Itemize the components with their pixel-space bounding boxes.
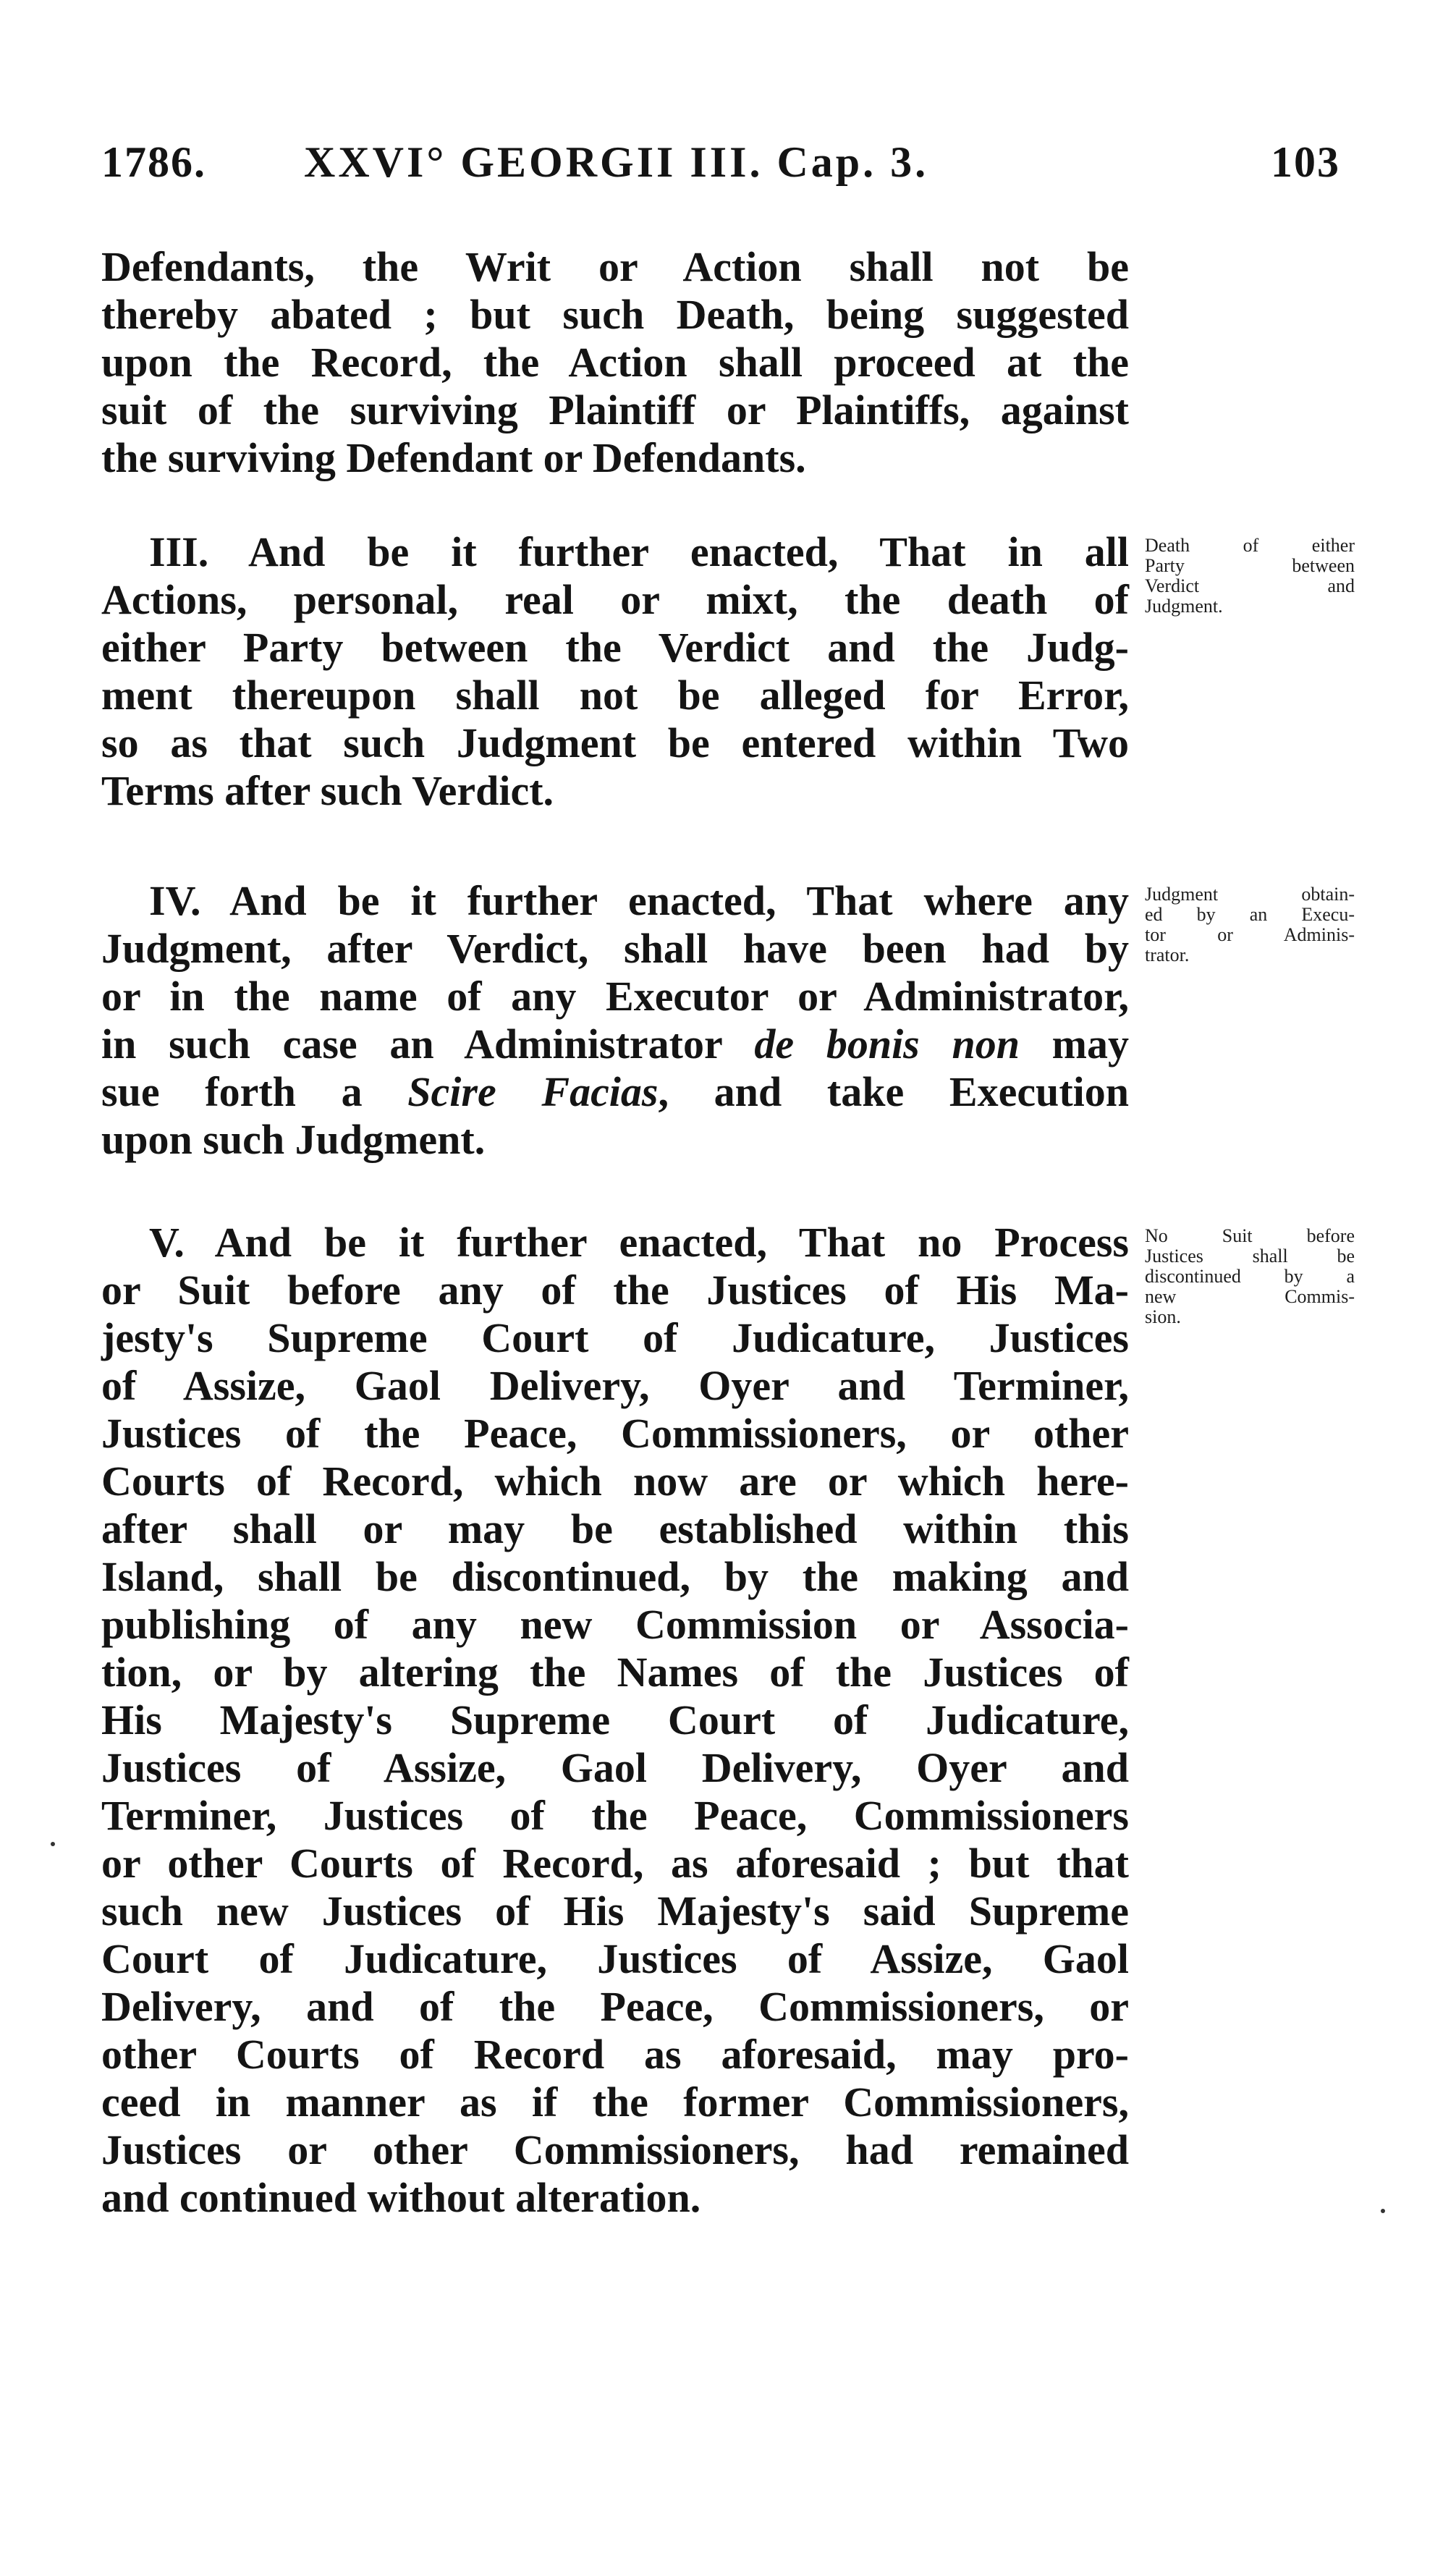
ink-speck xyxy=(51,1842,55,1846)
text-line: either Party between the Verdict and the Judg- xyxy=(101,624,1129,671)
italic-phrase: de bonis non xyxy=(754,1020,1020,1067)
page-number: 103 xyxy=(1271,138,1340,186)
section-iv xyxy=(101,877,1129,1164)
margin-note-iii xyxy=(1145,536,1355,617)
text-line-with-italic: in such case an Administrator de bonis non may xyxy=(101,1020,1129,1067)
text-line: upon such Judgment. xyxy=(101,1116,486,1163)
text-line: publishing of any new Commission or Associa- xyxy=(101,1601,1129,1648)
paragraph-continuation xyxy=(101,243,1129,482)
text-line: after shall or may be established within this xyxy=(101,1505,1129,1552)
ink-speck xyxy=(1381,2209,1385,2213)
section-iii xyxy=(101,528,1129,815)
text-line: ceed in manner as if the former Commissioners, xyxy=(101,2079,1129,2126)
text-line: and continued without alteration. xyxy=(101,2174,701,2221)
text-line: upon the Record, the Action shall proceed at the xyxy=(101,339,1129,386)
text-line: Delivery, and of the Peace, Commissioners, or xyxy=(101,1983,1129,2030)
text-line: Terminer, Justices of the Peace, Commissioners xyxy=(101,1792,1129,1839)
margin-note-line: Judgment. xyxy=(1145,596,1223,617)
text-line: Justices of the Peace, Commissioners, or other xyxy=(101,1410,1129,1457)
text-line: ment thereupon shall not be alleged for Error, xyxy=(101,672,1129,719)
text-line: the surviving Defendant or Defendants. xyxy=(101,434,806,481)
margin-note-line: Party between xyxy=(1145,555,1355,576)
text-line: Island, shall be discontinued, by the making and xyxy=(101,1553,1129,1600)
section-heading-line: IV. And be it further enacted, That where any xyxy=(149,877,1129,924)
running-header xyxy=(101,138,1340,195)
text-line: Terms after such Verdict. xyxy=(101,767,554,814)
section-heading-line: V. And be it further enacted, That no Process xyxy=(149,1219,1129,1266)
margin-note-iv xyxy=(1145,884,1355,965)
header-year: 1786. xyxy=(101,138,206,186)
italic-phrase: Scire Facias xyxy=(407,1068,659,1115)
text-line: suit of the surviving Plaintiff or Plaintiffs, against xyxy=(101,386,1129,434)
text-line: His Majesty's Supreme Court of Judicature, xyxy=(101,1696,1129,1743)
text-line: so as that such Judgment be entered within Two xyxy=(101,719,1129,766)
text-line-with-italic: sue forth a Scire Facias, and take Execution xyxy=(101,1068,1129,1115)
margin-note-line: Justices shall be xyxy=(1145,1246,1355,1267)
text-line: Justices of Assize, Gaol Delivery, Oyer and xyxy=(101,1744,1129,1791)
text-line: jesty's Supreme Court of Judicature, Justices xyxy=(101,1314,1129,1361)
margin-note-line: ed by an Execu- xyxy=(1145,904,1355,925)
text-line: such new Justices of His Majesty's said Supreme xyxy=(101,1887,1129,1934)
section-heading-line: III. And be it further enacted, That in all xyxy=(149,528,1129,575)
text-line: or other Courts of Record, as aforesaid ; but that xyxy=(101,1840,1129,1887)
text-line: tion, or by altering the Names of the Justices of xyxy=(101,1649,1129,1696)
text-line: thereby abated ; but such Death, being suggested xyxy=(101,291,1129,338)
margin-note-line: Judgment obtain- xyxy=(1145,884,1355,905)
margin-note-line: Death of either xyxy=(1145,535,1355,556)
section-v xyxy=(101,1219,1129,2222)
margin-note-v xyxy=(1145,1226,1355,1327)
margin-note-line: sion. xyxy=(1145,1306,1181,1327)
header-title: XXVI° GEORGII III. Cap. 3. xyxy=(304,138,929,186)
text-line: Judgment, after Verdict, shall have been had by xyxy=(101,925,1129,972)
text-line: or in the name of any Executor or Administrator, xyxy=(101,973,1129,1020)
text-line: Justices or other Commissioners, had remained xyxy=(101,2126,1129,2173)
text-line: other Courts of Record as aforesaid, may pro- xyxy=(101,2031,1129,2078)
text-line: of Assize, Gaol Delivery, Oyer and Terminer, xyxy=(101,1362,1129,1409)
margin-note-line: tor or Adminis- xyxy=(1145,924,1355,945)
margin-note-line: No Suit before xyxy=(1145,1225,1355,1246)
text-line: Defendants, the Writ or Action shall not be xyxy=(101,243,1129,290)
text-line: or Suit before any of the Justices of His Ma- xyxy=(101,1267,1129,1314)
text-line: Actions, personal, real or mixt, the death of xyxy=(101,576,1129,623)
margin-note-line: new Commis- xyxy=(1145,1286,1355,1307)
margin-note-line: Verdict and xyxy=(1145,575,1355,596)
margin-note-line: discontinued by a xyxy=(1145,1266,1355,1287)
text-line: Court of Judicature, Justices of Assize, Gaol xyxy=(101,1935,1129,1982)
margin-note-line: trator. xyxy=(1145,944,1190,965)
text-line: Courts of Record, which now are or which here- xyxy=(101,1458,1129,1505)
